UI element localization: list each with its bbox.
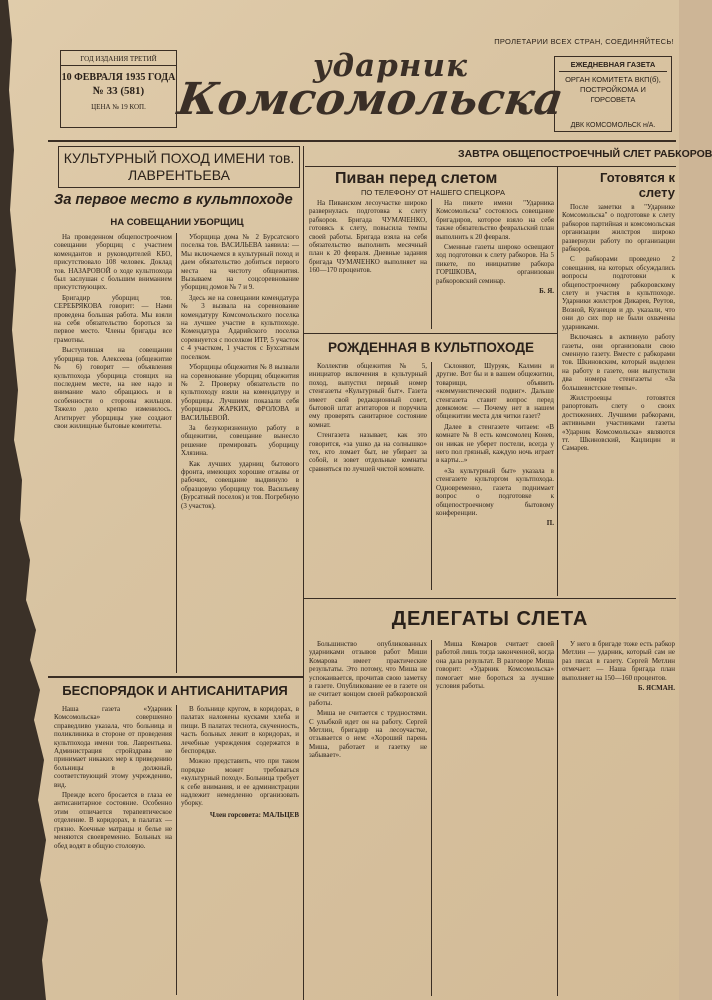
middle-signoff: П. [546, 519, 554, 528]
left-p1: На проведенном общепостроечном совещании уборщиц с участием комендантов и руководителей КБО, присутствовало 108 человек. Доклад тов. НАЗАРОВОЙ о ходе культпохода был заслушан с большим вниманием присутствующих. [54, 233, 172, 292]
center-p1: На Пиванском лесоучастке широко развернулась подготовка к слету рабкоров. Бригада ЧУМАЧЕНКО, готовясь к слету, повысила темпы своей работы. Бригада взяла на себя обязательство выполнить месячный план к 20 февраля. Дневные задания бригада ЧУМАЧЕНКО выполняет на 160—170 процентов. [309, 199, 427, 275]
left-col-a [54, 233, 172, 432]
tomorrow-headline: ЗАВТРА ОБЩЕПОСТРОЕЧНЫЙ СЛЕТ РАБКОРОВ [458, 148, 712, 160]
middle-col-b [436, 362, 554, 596]
center-subhead: ПО ТЕЛЕФОНУ ОТ НАШЕГО СПЕЦКОРА [361, 188, 505, 197]
middle-col-a [309, 362, 427, 588]
delegates-headline: ДЕЛЕГАТЫ СЛЕТА [391, 608, 589, 630]
left-p3: Выступившая на совещании уборщица тов. Алексеева (общежитие № 6) говорит — объявления культпохода уборщица стоящих на последнем месте, на нее надо и внимание мало обращаюсь и в особенности о стороны жильцов. Тяжело дело крепко изменилось. Агитирует уборщицы уже создают свои жилищные бытовые комитеты. [54, 346, 172, 430]
delegates-p1: Большинство опубликованных ударниками отзывов работ Миши Комарова имеет практические результаты. Это потому, что Миша не успокаивается, прочитав свою заметку в газете. Опубликование ее в газете он не считает концом своей рабкоровской работы. [309, 640, 427, 707]
right-p2: С рабкорами проведено 2 совещания, на которых обсуждались вопросы подготовки к общепостроечному рабкоровскому слету и участия в культпоходе. Ударники жилстроя Дикарев, Реутов, Возной, Кузнецов и др. указали, что они до сих пор не были охвачены ударниками. [562, 255, 675, 331]
middle-p1: Коллектив общежития № 5, инициатор включения в культурный поход, выпустил первый номер стенгазеты «Культурный быт». Газета имеет свой редакционный совет, бытовой штат агитаторов и поручила ему проверять санитарное состояние комнат. [309, 362, 427, 429]
disorder-p4: Можно представить, что при таком порядке может требоваться «культурный поход». Больница требует к себе внимания, и ее администрации надлежит немедленно организовать уборку. [181, 757, 299, 808]
disorder-p2: Прежде всего бросается в глаза ее антисанитарное состояние. Особенно этим отличается терапевтическое отделение. В коридорах, в палатах — грязно. Коечные матрацы и белье не меняются своевременно. Больных на обед водят в общую столовую. [54, 791, 172, 850]
publisher-footer: ДВК КОМСОМОЛЬСК н/А. [570, 122, 656, 129]
title-top: ударник [313, 48, 468, 84]
disorder-signoff: Член горсовета: МАЛЬЦЕВ [209, 810, 299, 819]
right-col [562, 203, 675, 455]
slogan: ПРОЛЕТАРИИ ВСЕХ СТРАН, СОЕДИНЯЙТЕСЬ! [494, 37, 674, 46]
disorder-p1: Наша газета «Ударник Комсомольска» совершенно справедливо указала, что больница и поликлиника в стороне от проведения культпохода имени тов. Лаврентьева. Администрация стройздрава не принимает никаких мер к приведению больницы в должный, соответствующий этому учреждению, вид. [54, 705, 172, 789]
center-p3: На пикете имени "Ударника Комсомольска" состоялось совещание бригадиров, которое взяло на себя также обязательство февральский план выполнить к 20 февраля. [436, 199, 554, 241]
issue-info-box [60, 50, 177, 128]
cultural-campaign-banner [58, 146, 300, 188]
cultural-campaign-title: КУЛЬТУРНЫЙ ПОХОД ИМЕНИ тов. ЛАВРЕНТЬЕВА [63, 150, 295, 183]
delegates-col-a [309, 640, 427, 995]
disorder-headline: БЕСПОРЯДОК И АНТИСАНИТАРИЯ [62, 683, 288, 698]
delegates-col-b [436, 640, 554, 995]
right-p4: Жилстроевцы готовятся рапортовать слету о своих достижениях. Лучшими рабкорами, активными участниками газеты «Ударник Комсомольска» являются тт. Шкиновский, Кацлицин и Самарев. [562, 393, 675, 453]
masthead-rule [48, 140, 676, 142]
middle-p4: Далее в стенгазете читаем: «В комнате № 8 есть комсомолец Конев, он никак не уберет постели, всегда у него пол грязный, каждую ночь играет в карты...» [436, 422, 554, 465]
delegates-p4: У него в бригаде тоже есть рабкор Метлин — ударник, который сам не раз писал в газету. Сергей Метлин отмечает: — Наша бригада план выполняет на 150—160 процентов. [562, 640, 675, 682]
left-p7: За безукоризненную работу в общежитии, совещание вынесло решение премировать уборщицу Хлязина. [181, 423, 299, 458]
issue-price: ЦЕНА № 19 КОП. [91, 103, 146, 111]
year-label: ГОД ИЗДАНИЯ ТРЕТИЙ [80, 55, 157, 63]
right-headline: Готовятся к слету [599, 170, 675, 200]
center-headline: Пиван перед слетом [335, 170, 498, 187]
left-p6: Уборщицы общежития № 8 вызвали на соревнование уборщиц общежития № 2. Проверку обязательств по культпоходу взяли на комендатуру и уборщицы. Лучшими показали себя уборщицы ЖАРКИХ, ФРОЛОВА и ВАСИЛЬЕВОЙ. [181, 363, 299, 422]
left-col-b [181, 233, 299, 512]
right-p1: После заметки в "Ударнике Комсомольска" о подготовке к слету рабкоров партийная и комсомольская организации жилстроя широко развернули работу по организации рабкоров. [562, 203, 675, 254]
middle-p2: Стенгазета называет, как это говорится, «за ушко да на солнышко» тех, кто ломает быт, не убирает за собой, и зовет отдельные комнаты сравняться по лучшей чистой комнате. [309, 431, 427, 473]
middle-p5: «За культурный быт» указала в стенгазете культоргом культпохода. Одновременно, газета поднимает вопрос о подготовке к общепостроечному бытовому конференции. [436, 466, 554, 517]
center-p2: Сменные газеты широко освещают ход подготовки к слету рабкоров. На 5 пикете, по инициативе рабкора ГОРШКОВА, организован рабкоровский семинар. [436, 243, 554, 285]
delegates-signoff: Б. ЯСМАН. [637, 684, 675, 693]
center-signoff: Б. Я. [539, 287, 554, 296]
left-p5: Здесь же на совещании комендатура № 3 вызвала на соревнование комендатуру Комсомольского поселка на лучшее участие в культпоходе. Комендатура Адарийского поселка соревнуется с поселком ИТР, 5 участок с 4 участком, 1 участок с Бухсатным поселком. [181, 293, 299, 361]
torn-edge [0, 0, 60, 1000]
daily-label: ЕЖЕДНЕВНАЯ ГАЗЕТА [570, 60, 656, 69]
title-bottom: Комсомольска [174, 74, 567, 125]
issue-date: 10 ФЕВРАЛЯ 1935 ГОДА [61, 72, 176, 83]
delegates-p3: Миша не считается с трудностями. С улыбкой идет он на работу. Сергей Метлин, бригадир на лесоучастке, отзывается о нем: «Хороший парень Миша, работает и газетку не забывает». [309, 709, 427, 760]
center-col-b [436, 199, 554, 295]
left-p2: Бригадир уборщиц тов. СЕРЕБРЯКОВА говорит: — Нами проведена большая работа. Мы взяли на себя обязательство бороться за первое место. Члены бригады все грамотны. [54, 293, 172, 344]
disorder-col-a [54, 705, 172, 995]
delegates-p2: Миша Комаров считает своей работой лишь тогда законченной, когда она дала результат. В разговоре Миша говорит: «Ударник Комсомольска» помогает мне бороться за лучшие условия работы. [436, 640, 554, 691]
left-p4: Уборщица дома № 2 Бурсатского поселка тов. ВАСИЛЬЕВА заявила: — Мы включаемся в культурный поход и даем обязательство добиться первого места на чистоту общежития. Вызываем на соцсоревнование уборщиц домов № 7 и 9. [181, 233, 299, 292]
left-p8: Как лучших ударниц бытового фронта, имеющих хорошие отзывы от рабочих, совещание выдвинуло в образцовую уборщицу тов. Васильеву (Бурсатный поселок) и тов. Погребную (3 участок). [181, 459, 299, 510]
issue-number: № 33 (581) [92, 85, 145, 97]
right-p3: Включаясь в активную работу газеты, они организовали свою сменную газету. Вместе с рабкорами тов. Шкиновским, который выделен на работу в газете, они выпустили два номера стенгазеты «За большевистские темпы». [562, 333, 675, 392]
left-subhead: НА СОВЕЩАНИИ УБОРЩИЦ [110, 217, 244, 228]
middle-headline: РОЖДЕННАЯ В КУЛЬТПОХОДЕ [328, 340, 534, 355]
disorder-p3: В больнице кругом, в коридорах, в палатах наложены кусками хлеба и пищи. В палатах теснота, скученность, часть больных лежит в коридорах, и лечебные учреждения содержатся в беспорядке. [181, 705, 299, 756]
publisher-box [554, 56, 672, 132]
middle-p3: Склоняют, Шуруяк, Калмин и другие. Вот бы и в вашем общежитии, товарищи, объявить «коммунистический подвиг». Дальше стенгазета ставит вопрос перед домкомом: — Почему нет в нашем общежитии места для читки газет? [436, 362, 554, 421]
publisher-text: ОРГАН КОМИТЕТА ВКП(б), ПОСТРОЙКОМА И ГОРСОВЕТА [565, 75, 661, 104]
center-col-a [309, 199, 427, 277]
disorder-col-b [181, 705, 299, 1000]
delegates-col-c [562, 640, 675, 995]
left-headline: За первое место в культпоходе [54, 192, 293, 208]
newspaper-title [174, 48, 567, 138]
